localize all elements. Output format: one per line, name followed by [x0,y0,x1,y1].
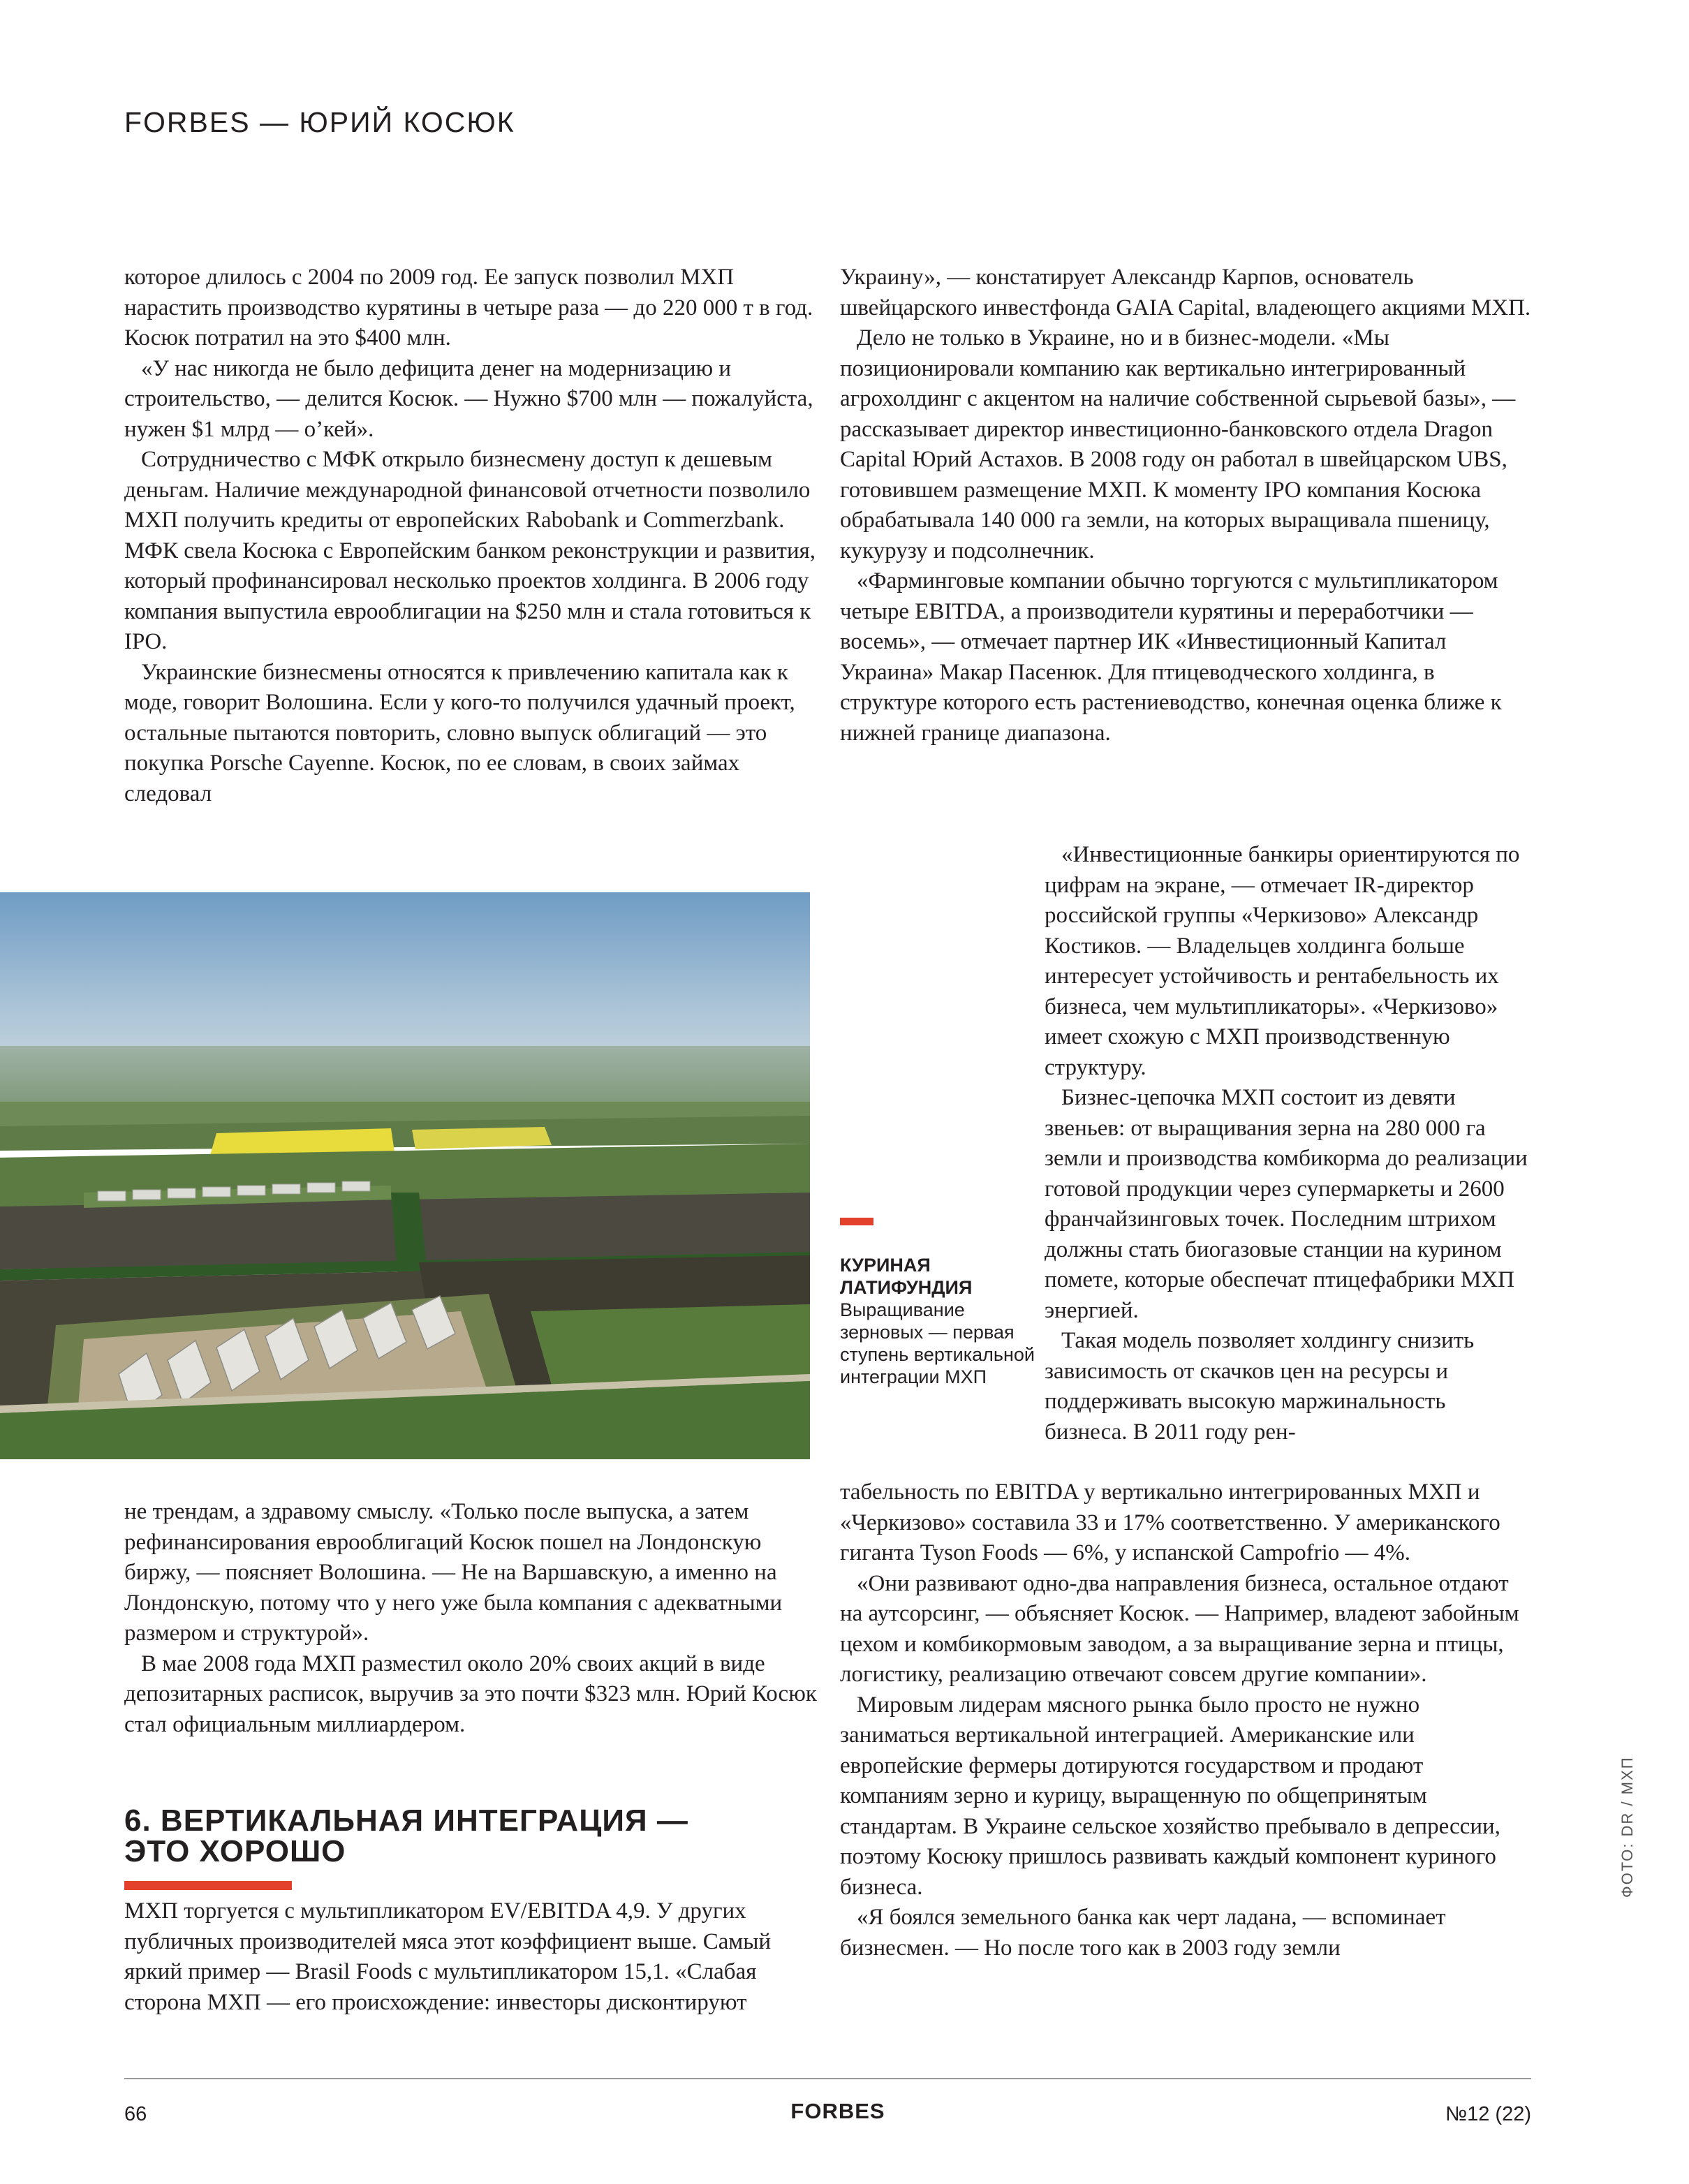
caption-text: Выращивание зерновых — первая ступень вертикальной интеграции МХП [840,1299,1035,1387]
aerial-farm-photo [0,892,810,1459]
paragraph: Такая модель позволяет холдингу снизить зависимость от скачков цен на ресурсы и поддерживать высокую маржинальность бизнеса. В 2011 году рен- [1045,1328,1475,1445]
caption-title: КУРИНАЯ [840,1255,931,1276]
paragraph: «Я боялся земельного банка как черт ладана, — вспоминает бизнесмен. — Но после того как в 2003 году земли [840,1905,1446,1961]
paragraph: которое длилось с 2004 по 2009 год. Ее запуск позволил МХП нарастить производство курятины в четыре раза — до 220 000 т в год. Косюк потратил на это $400 млн. [124,265,813,351]
paragraph: «Инвестиционные банкиры ориентируются по цифрам на экране, — отмечает IR-директор российской группы «Черкизово» Александр Костиков. — Владельцев холдинга больше интересует устойчивость и рентабельность их бизнеса, чем мультипликаторы». «Черкизово» имеет схожую с МХП производственную структуру. [1045,842,1520,1080]
paragraph: Украину», — констатирует Александр Карпов, основатель швейцарского инвестфонда GAIA Capital, владеющего акциями МХП. [840,265,1531,320]
paragraph: «Они развивают одно-два направления бизнеса, остальное отдают на аутсорсинг, — объясняет Косюк. — Например, владеют забойным цехом и комбикормовым заводом, а за выращивание зерна и птицы, логистику, реализацию отвечают совсем другие компании». [840,1570,1519,1687]
section-accent-bar [124,1881,292,1890]
section-heading-line: ЭТО ХОРОШО [124,1834,346,1868]
paragraph: «Фарминговые компании обычно торгуются с мультипликатором четыре EBITDA, а производители курятины и переработчики — восемь», — отмечает партнер ИК «Инвестиционный Капитал Украина» Макар Пасенюк. Для птицеводческого холдинга, в структуре которого есть растениеводство, конечная оценка ближе к нижней границе диапазона. [840,568,1502,746]
paragraph: «У нас никогда не было дефицита денег на модернизацию и строительство, — делится Косюк. — Нужно $700 млн — пожалуйста, нужен $1 млрд — о’кей». [124,355,813,442]
footer-logo: FORBES [790,2099,885,2123]
photo-caption [840,1254,1035,1388]
paragraph: не трендам, а здравому смыслу. «Только после выпуска, а затем рефинансирования еврооблигаций Косюк пошел на Лондонскую биржу, — поясняет Волошина. — Не на Варшавскую, а именно на Лондонскую, потому что у него уже была компания с адекватными размером и структурой». [124,1499,783,1646]
section-text [124,1896,826,2018]
article-column-right-bottom [840,1477,1531,1963]
issue-number: №12 (22) [1445,2103,1531,2125]
article-column-right-mid [1045,840,1531,1447]
page-number: 66 [124,2103,147,2125]
running-head: FORBES — ЮРИЙ КОСЮК [124,106,515,138]
paragraph: Бизнес-цепочка МХП состоит из девяти звеньев: от выращивания зерна на 280 000 га земли и производства комбикорма до реализации готовой продукции через супермаркеты и 2600 франчайзинговых точек. Последним штрихом должны стать биогазовые станции на курином помете, которые обеспечат птицефабрики МХП энергией. [1045,1085,1528,1323]
footer-divider [124,2078,1531,2079]
photo-credit: ФОТО: DR / МХП [1618,1756,1636,1898]
caption-title: ЛАТИФУНДИЯ [840,1277,973,1298]
paragraph: Мировым лидерам мясного рынка было просто не нужно заниматься вертикальной интеграцией. Американские или европейские фермеры дотируются государством и продают компаниям зерно и курицу, выращенную по общепринятым стандартам. В Украине сельское хозяйство пребывало в депрессии, поэтому Косюку пришлось развивать каждый компонент куриного бизнеса. [840,1692,1500,1900]
paragraph: Дело не только в Украине, но и в бизнес-модели. «Мы позиционировали компанию как вертикально интегрированный агрохолдинг с акцентом на наличие собственной сырьевой базы», — рассказывает директор инвестиционно-банковского отдела Dragon Capital Юрий Астахов. В 2008 году он работал в швейцарском UBS, готовившем размещение МХП. К моменту IPO компания Косюка обрабатывала 140 000 га земли, на которых выращивала пшеницу, кукурузу и подсолнечник. [840,325,1516,563]
section-heading-line: 6. ВЕРТИКАЛЬНАЯ ИНТЕГРАЦИЯ — [124,1803,688,1838]
article-column-left-top [124,263,826,809]
paragraph: Украинские бизнесмены относятся к привлечению капитала как к моде, говорит Волошина. Если у кого-то получился удачный проект, остальные пытаются повторить, словно выпуск облигаций — это покупка Porsche Cayenne. Косюк, по ее словам, в своих займах следовал [124,659,795,806]
paragraph: В мае 2008 года МХП разместил около 20% своих акций в виде депозитарных расписок, выручив за это почти $323 млн. Юрий Косюк стал официальным миллиардером. [124,1651,817,1737]
section-heading [124,1803,826,1868]
paragraph: табельность по EBITDA у вертикально интегрированных МХП и «Черкизово» составила 33 и 17% соответственно. У американского гиганта Tyson Foods — 6%, у испанской Campofrio — 4%. [840,1480,1500,1565]
article-column-right-top [840,263,1531,748]
article-column-left-bottom [124,1497,826,1740]
paragraph: МХП торгуется с мультипликатором EV/EBITDA 4,9. У других публичных производителей мяса этот коэффициент выше. Самый яркий пример — Brasil Foods с мультипликатором 15,1. «Слабая сторона МХП — его происхождение: инвесторы дисконтируют [124,1898,772,2015]
caption-accent-bar [840,1218,873,1225]
paragraph: Сотрудничество с МФК открыло бизнесмену доступ к дешевым деньгам. Наличие международной финансовой отчетности позволило МХП получить кредиты от европейских Rabobank и Commerzbank. МФК свела Косюка с Европейским банком реконструкции и развития, который профинансировал несколько проектов холдинга. В 2006 году компания выпустила еврооблигации на $250 млн и стала готовиться к IPO. [124,447,816,654]
